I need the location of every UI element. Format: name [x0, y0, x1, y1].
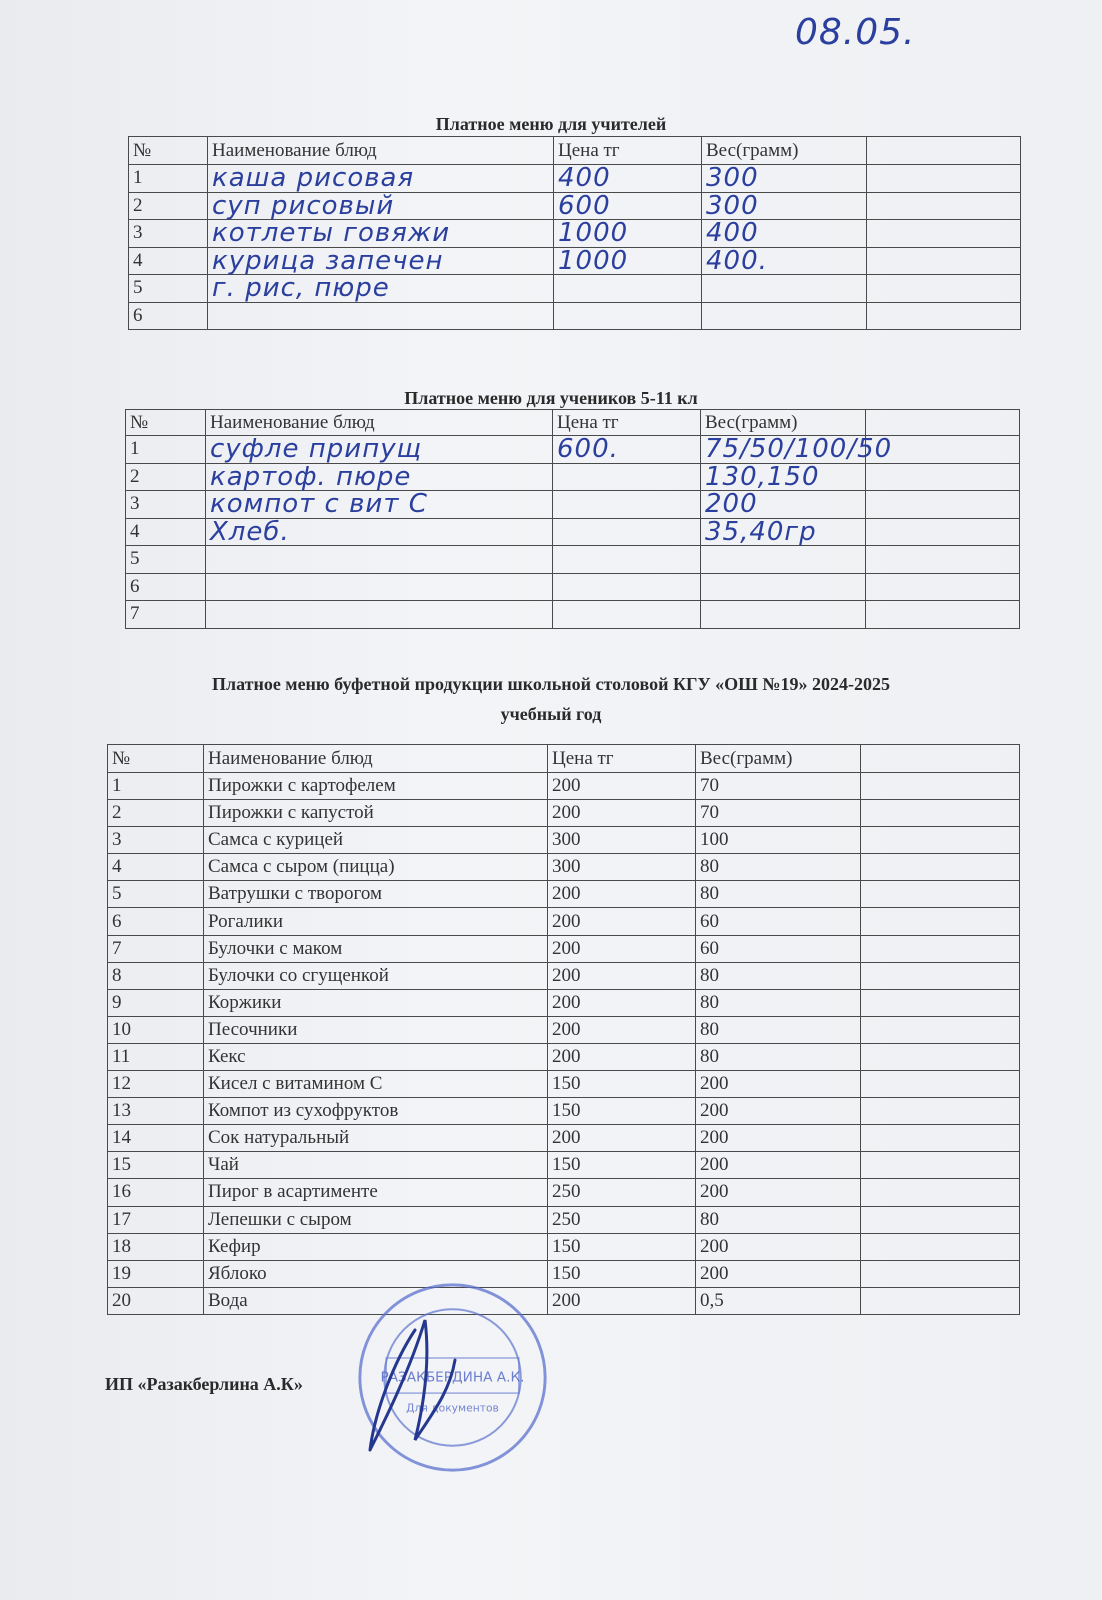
table-cell: 300	[548, 854, 696, 881]
header-cell: №	[108, 745, 204, 773]
table-cell	[206, 601, 553, 629]
table-row	[108, 1043, 1020, 1070]
table-cell: 6	[126, 573, 206, 601]
table-cell: Пирожки с картофелем	[204, 773, 548, 800]
table-cell	[867, 192, 1021, 220]
table-cell: 4	[126, 518, 206, 546]
table-cell: Песочники	[204, 1016, 548, 1043]
table-row	[129, 302, 1021, 330]
table-cell: каша рисовая	[208, 165, 554, 193]
table-row	[129, 220, 1021, 248]
table-cell: 1000	[554, 220, 702, 248]
students-menu-title: Платное меню для учеников 5-11 кл	[404, 388, 698, 408]
table-row	[108, 1125, 1020, 1152]
table-cell: 70	[696, 800, 861, 827]
table-cell: 300	[702, 165, 867, 193]
table-cell: Яблоко	[204, 1260, 548, 1287]
table-cell: 130,150	[701, 463, 866, 491]
table-row	[108, 881, 1020, 908]
table-cell	[553, 601, 701, 629]
table-cell: 200	[696, 1152, 861, 1179]
table-cell: 600	[554, 192, 702, 220]
table-cell	[861, 1233, 1020, 1260]
table-cell: Булочки со сгущенкой	[204, 962, 548, 989]
table-row	[108, 1260, 1020, 1287]
table-cell: 200	[548, 881, 696, 908]
table-cell: 8	[108, 962, 204, 989]
table-row	[108, 1287, 1020, 1314]
table-cell: Самса с сыром (пицца)	[204, 854, 548, 881]
table-cell	[553, 573, 701, 601]
table-cell: 200	[548, 908, 696, 935]
header-cell: №	[126, 410, 206, 436]
table-cell: 15	[108, 1152, 204, 1179]
table-row	[108, 908, 1020, 935]
table-cell: Сок натуральный	[204, 1125, 548, 1152]
table-cell: 250	[548, 1206, 696, 1233]
table-row	[108, 827, 1020, 854]
table-cell: 200	[696, 1071, 861, 1098]
table-cell: 80	[696, 1043, 861, 1070]
header-cell	[866, 410, 1020, 436]
table-cell: 20	[108, 1287, 204, 1314]
table-cell: 7	[126, 601, 206, 629]
table-row	[126, 491, 1020, 519]
table-cell	[553, 491, 701, 519]
table-cell: Коржики	[204, 989, 548, 1016]
handwritten-signature	[355, 1300, 465, 1460]
teachers-menu-table	[128, 136, 1021, 330]
table-cell	[702, 302, 867, 330]
table-cell: 1	[126, 436, 206, 464]
table-cell: 400	[554, 165, 702, 193]
table-row	[126, 436, 1020, 464]
table-cell: картоф. пюре	[206, 463, 553, 491]
stamp-name: РАЗАКБЕРДИНА А.К.	[380, 1369, 525, 1386]
table-cell: 300	[702, 192, 867, 220]
table-cell: 200	[548, 1287, 696, 1314]
table-cell	[861, 881, 1020, 908]
table-cell	[208, 302, 554, 330]
students-menu-table	[125, 409, 1020, 629]
buffet-menu-table	[107, 744, 1020, 1315]
table-cell: Лепешки с сыром	[204, 1206, 548, 1233]
table-cell: 200	[548, 935, 696, 962]
table-cell: 6	[129, 302, 208, 330]
table-cell	[861, 908, 1020, 935]
table-cell: 5	[126, 546, 206, 574]
table-cell: 6	[108, 908, 204, 935]
table-cell: Пирог в асартименте	[204, 1179, 548, 1206]
table-cell: 12	[108, 1071, 204, 1098]
table-cell	[866, 463, 1020, 491]
table-cell: 300	[548, 827, 696, 854]
table-cell: 150	[548, 1152, 696, 1179]
table-row	[108, 773, 1020, 800]
table-row	[108, 1152, 1020, 1179]
table-cell	[861, 1125, 1020, 1152]
table-header-row	[108, 745, 1020, 773]
table-cell: 80	[696, 1016, 861, 1043]
handwritten-date: 08.05.	[795, 12, 916, 53]
table-cell	[553, 463, 701, 491]
table-cell: 4	[108, 854, 204, 881]
table-cell	[553, 518, 701, 546]
header-cell: Вес(грамм)	[701, 410, 866, 436]
table-cell: Кекс	[204, 1043, 548, 1070]
table-cell: 200	[548, 1125, 696, 1152]
table-cell	[866, 601, 1020, 629]
header-cell: Вес(грамм)	[696, 745, 861, 773]
table-cell	[866, 546, 1020, 574]
table-cell: 100	[696, 827, 861, 854]
table-cell: 0,5	[696, 1287, 861, 1314]
table-cell: 200	[696, 1098, 861, 1125]
table-cell: курица запечен	[208, 247, 554, 275]
table-cell: г. рис, пюре	[208, 275, 554, 303]
header-cell: Цена тг	[554, 137, 702, 165]
table-cell: 2	[108, 800, 204, 827]
teachers-menu-title: Платное меню для учителей	[435, 114, 667, 134]
table-row	[129, 165, 1021, 193]
table-cell: 4	[129, 247, 208, 275]
table-cell	[861, 854, 1020, 881]
table-cell: 200	[696, 1233, 861, 1260]
table-cell	[702, 275, 867, 303]
table-cell	[861, 1287, 1020, 1314]
table-cell: Чай	[204, 1152, 548, 1179]
table-cell: 17	[108, 1206, 204, 1233]
buffet-menu-title-line1: Платное меню буфетной продукции школьной столовой КГУ «ОШ №19» 2024-2025	[211, 674, 891, 694]
table-cell: суфле припущ	[206, 436, 553, 464]
table-cell: 150	[548, 1260, 696, 1287]
table-cell: 2	[126, 463, 206, 491]
table-cell: 35,40гр	[701, 518, 866, 546]
table-cell	[861, 773, 1020, 800]
table-row	[129, 192, 1021, 220]
table-row	[108, 1233, 1020, 1260]
table-cell	[861, 935, 1020, 962]
header-cell	[861, 745, 1020, 773]
table-cell	[701, 601, 866, 629]
table-cell	[867, 275, 1021, 303]
table-cell: 250	[548, 1179, 696, 1206]
table-cell: 80	[696, 854, 861, 881]
table-cell	[554, 275, 702, 303]
table-cell	[701, 546, 866, 574]
table-cell: компот с вит С	[206, 491, 553, 519]
buffet-menu-title-line2: учебный год	[500, 704, 602, 724]
table-cell	[554, 302, 702, 330]
table-cell	[867, 220, 1021, 248]
table-row	[108, 800, 1020, 827]
table-cell: 200	[548, 773, 696, 800]
header-cell: Цена тг	[553, 410, 701, 436]
table-cell: суп рисовый	[208, 192, 554, 220]
table-cell	[861, 800, 1020, 827]
table-cell: Рогалики	[204, 908, 548, 935]
table-cell	[861, 1043, 1020, 1070]
table-cell	[861, 1206, 1020, 1233]
table-row	[126, 546, 1020, 574]
table-cell: Вода	[204, 1287, 548, 1314]
table-row	[108, 989, 1020, 1016]
table-cell	[701, 573, 866, 601]
table-header-row	[129, 137, 1021, 165]
table-row	[129, 247, 1021, 275]
table-row	[126, 573, 1020, 601]
table-cell: 60	[696, 935, 861, 962]
table-cell: 60	[696, 908, 861, 935]
table-cell: 10	[108, 1016, 204, 1043]
table-cell: 150	[548, 1098, 696, 1125]
table-cell: Хлеб.	[206, 518, 553, 546]
table-cell: котлеты говяжи	[208, 220, 554, 248]
table-cell	[861, 1179, 1020, 1206]
table-cell: Булочки с маком	[204, 935, 548, 962]
table-cell: 200	[548, 800, 696, 827]
table-cell	[861, 962, 1020, 989]
table-cell: Кисел с витамином С	[204, 1071, 548, 1098]
table-cell	[861, 1098, 1020, 1125]
table-cell: Пирожки с капустой	[204, 800, 548, 827]
table-cell: 80	[696, 881, 861, 908]
table-cell: 3	[126, 491, 206, 519]
header-cell: №	[129, 137, 208, 165]
header-cell: Наименование блюд	[206, 410, 553, 436]
table-row	[108, 1098, 1020, 1125]
header-cell: Цена тг	[548, 745, 696, 773]
table-cell: 200	[696, 1179, 861, 1206]
table-cell	[866, 491, 1020, 519]
table-cell: 2	[129, 192, 208, 220]
header-cell: Наименование блюд	[208, 137, 554, 165]
table-cell	[866, 573, 1020, 601]
table-cell: 3	[108, 827, 204, 854]
table-cell	[867, 247, 1021, 275]
table-cell: 75/50/100/50	[701, 436, 866, 464]
table-cell: 200	[701, 491, 866, 519]
table-cell: 1000	[554, 247, 702, 275]
table-cell: 80	[696, 962, 861, 989]
table-cell	[861, 1016, 1020, 1043]
table-row	[108, 1016, 1020, 1043]
table-row	[108, 962, 1020, 989]
table-cell	[867, 165, 1021, 193]
table-cell: 600.	[553, 436, 701, 464]
table-cell	[861, 1260, 1020, 1287]
table-cell: Ватрушки с творогом	[204, 881, 548, 908]
table-cell: 11	[108, 1043, 204, 1070]
table-row	[108, 935, 1020, 962]
table-cell	[553, 546, 701, 574]
header-cell: Наименование блюд	[204, 745, 548, 773]
table-cell: 150	[548, 1233, 696, 1260]
table-cell	[866, 518, 1020, 546]
header-cell: Вес(грамм)	[702, 137, 867, 165]
table-cell: Самса с курицей	[204, 827, 548, 854]
table-cell: 400	[702, 220, 867, 248]
header-cell	[867, 137, 1021, 165]
table-cell: 200	[696, 1125, 861, 1152]
table-cell: 18	[108, 1233, 204, 1260]
table-cell: 200	[548, 989, 696, 1016]
table-row	[126, 601, 1020, 629]
entrepreneur-signature-line: ИП «Разакберлина А.К»	[105, 1374, 303, 1394]
table-cell: 200	[696, 1260, 861, 1287]
table-cell: 5	[108, 881, 204, 908]
table-cell: 1	[129, 165, 208, 193]
table-cell	[861, 1071, 1020, 1098]
table-cell: 1	[108, 773, 204, 800]
table-cell	[861, 1152, 1020, 1179]
table-cell: 150	[548, 1071, 696, 1098]
table-row	[129, 275, 1021, 303]
table-row	[126, 518, 1020, 546]
table-cell: 13	[108, 1098, 204, 1125]
stamp-purpose: Для документов	[406, 1401, 499, 1415]
table-row	[108, 1071, 1020, 1098]
table-cell: 200	[548, 962, 696, 989]
table-cell: 7	[108, 935, 204, 962]
table-cell: 70	[696, 773, 861, 800]
table-cell	[206, 546, 553, 574]
table-cell: 80	[696, 1206, 861, 1233]
table-cell: 14	[108, 1125, 204, 1152]
table-cell: 3	[129, 220, 208, 248]
table-cell: 80	[696, 989, 861, 1016]
table-cell: 5	[129, 275, 208, 303]
table-row	[108, 1206, 1020, 1233]
table-row	[108, 854, 1020, 881]
table-cell: 16	[108, 1179, 204, 1206]
table-cell	[206, 573, 553, 601]
table-cell: 400.	[702, 247, 867, 275]
table-cell: 9	[108, 989, 204, 1016]
table-cell: Кефир	[204, 1233, 548, 1260]
table-header-row	[126, 410, 1020, 436]
table-cell: 200	[548, 1016, 696, 1043]
table-cell: 200	[548, 1043, 696, 1070]
table-cell	[867, 302, 1021, 330]
table-cell: 19	[108, 1260, 204, 1287]
table-cell	[861, 989, 1020, 1016]
table-cell	[861, 827, 1020, 854]
table-row	[108, 1179, 1020, 1206]
table-cell: Компот из сухофруктов	[204, 1098, 548, 1125]
table-row	[126, 463, 1020, 491]
